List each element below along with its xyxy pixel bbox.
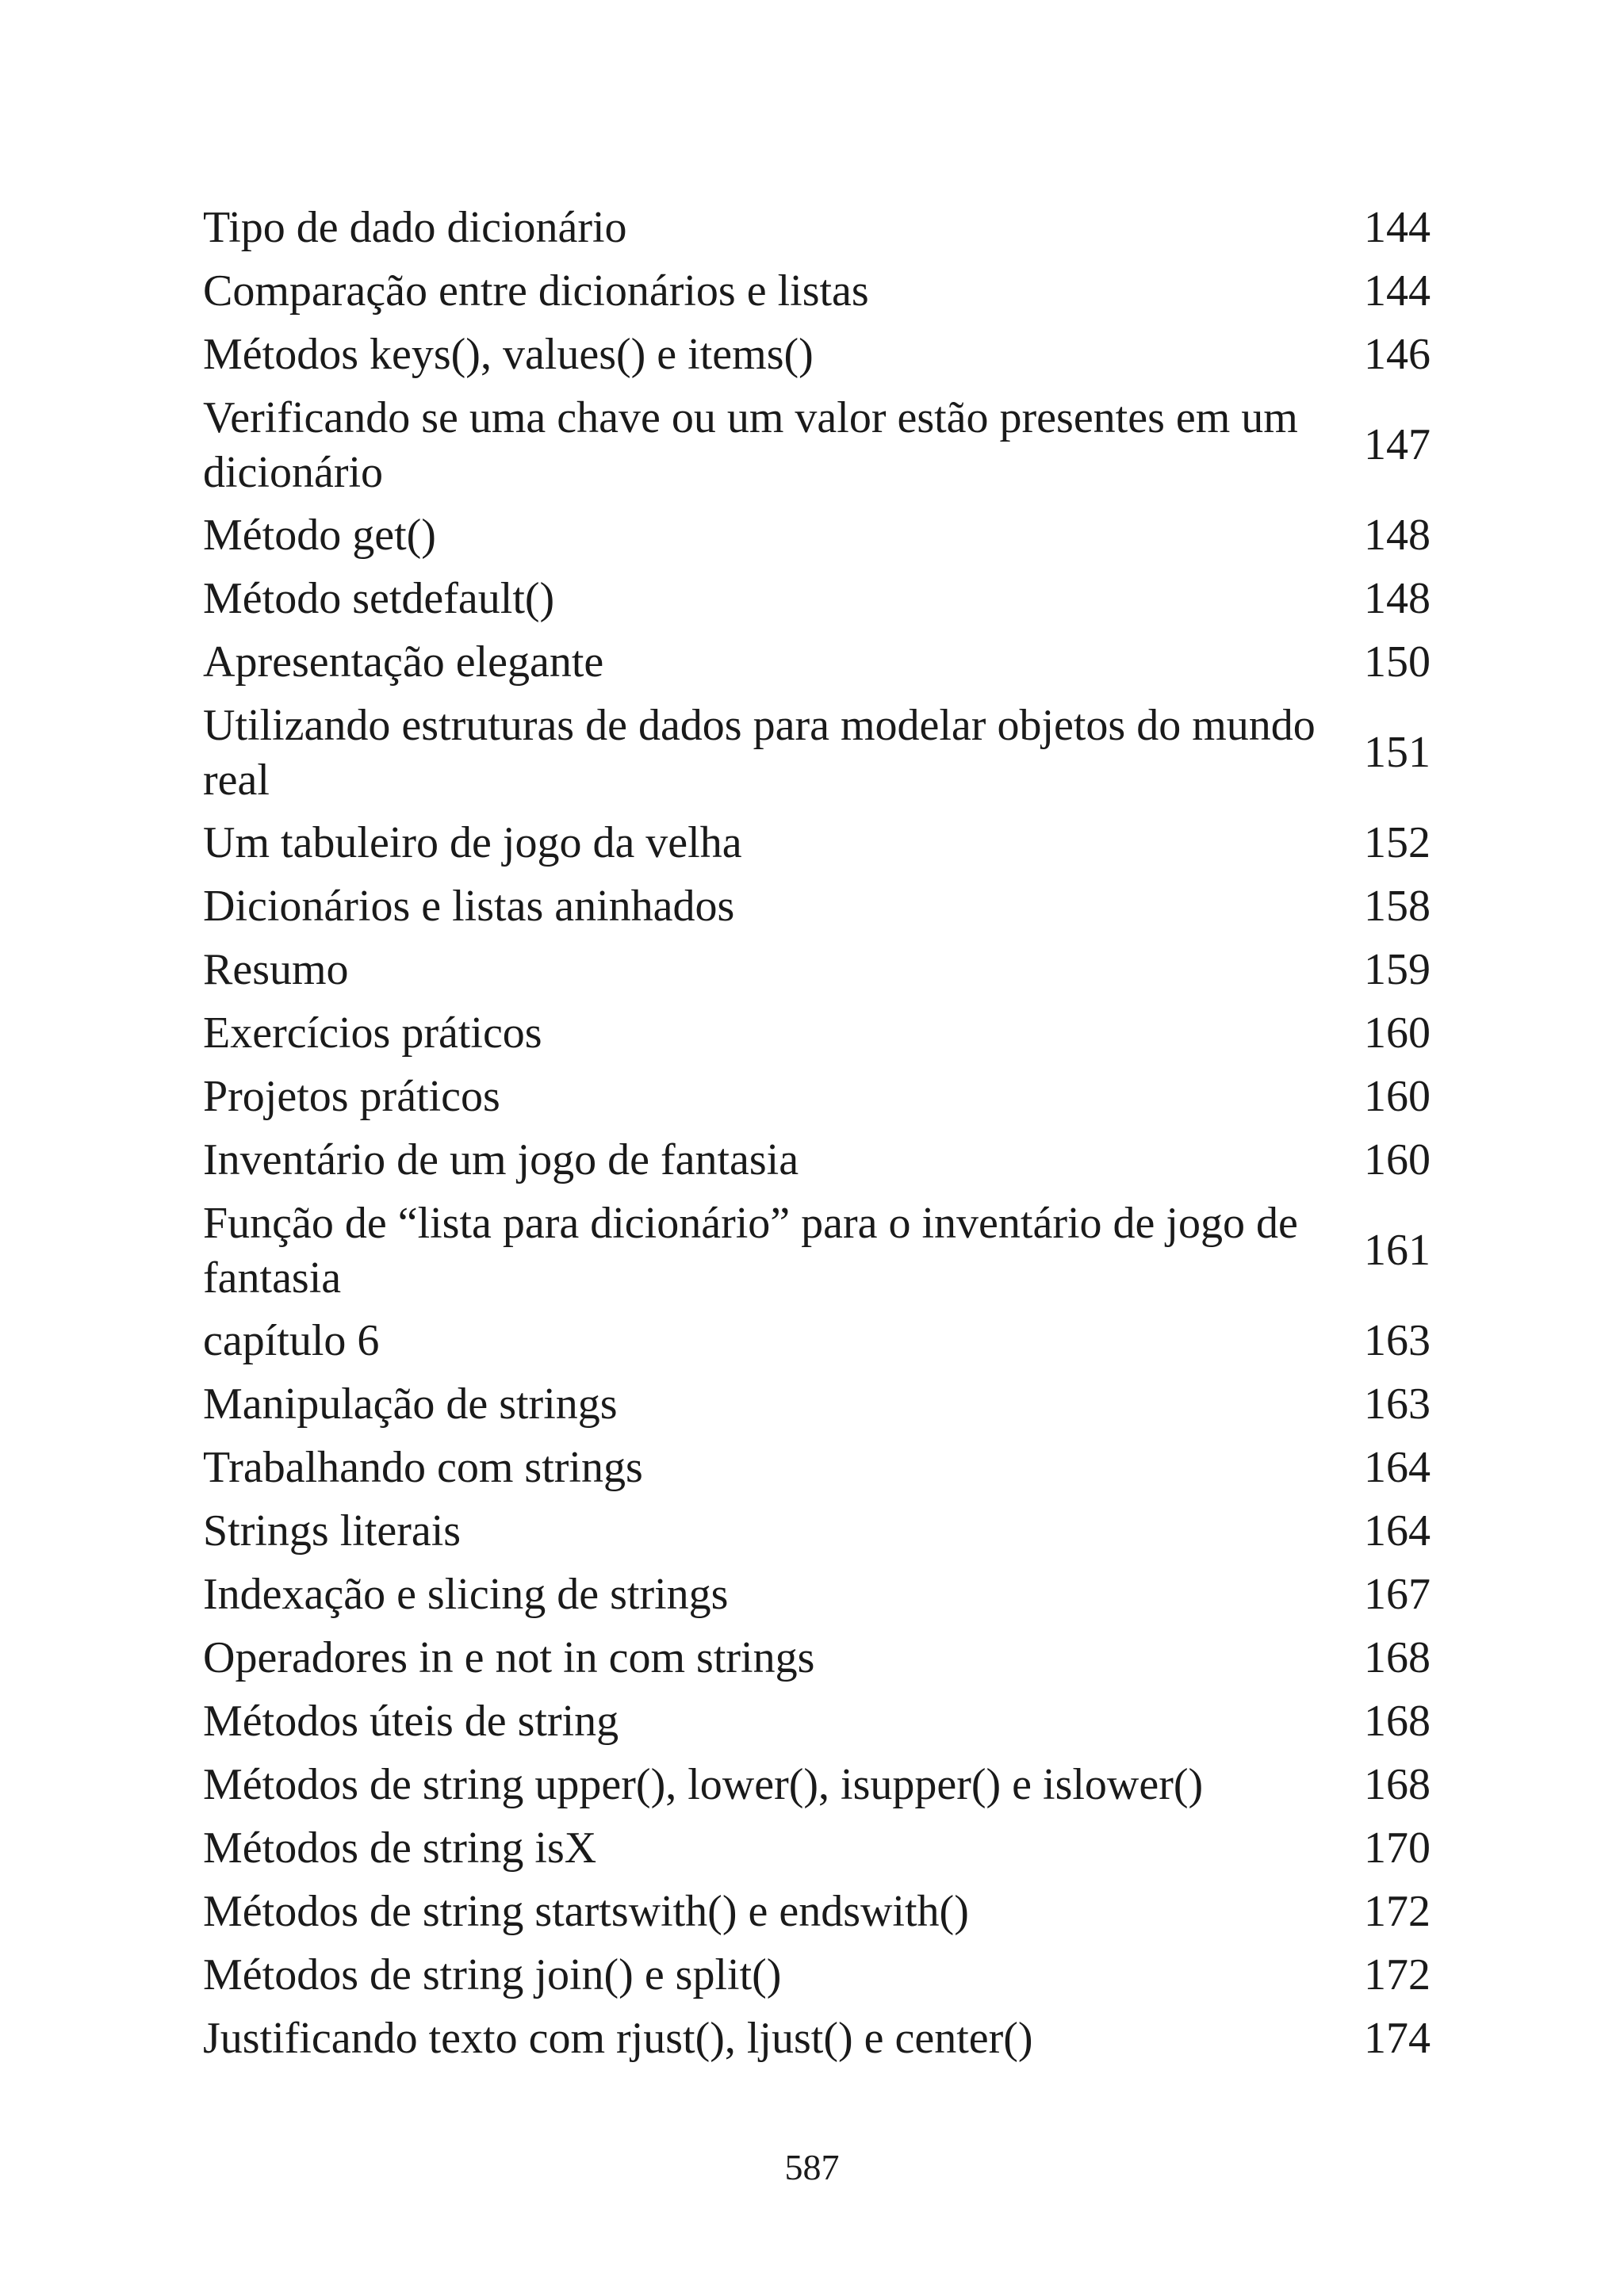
toc-entry-title: Função de “lista para dicionário” para o inventário de jogo de fantasia [203, 1198, 1298, 1303]
toc-entry-page: 168 [1364, 1760, 1431, 1809]
toc-entry [203, 874, 1431, 937]
toc-entry [203, 1308, 1431, 1372]
toc-entry-title: Utilizando estruturas de dados para modelar objetos do mundo real [203, 700, 1316, 805]
toc-entry-page: 172 [1364, 1950, 1431, 1999]
page-number: 587 [784, 2147, 840, 2187]
toc-entry [203, 322, 1431, 385]
toc-entry-page: 164 [1364, 1443, 1431, 1492]
toc-entry-page: 150 [1364, 637, 1431, 687]
toc-entry [203, 385, 1431, 503]
toc-entry-title: Métodos de string isX [203, 1823, 597, 1873]
toc-entry-page: 152 [1364, 818, 1431, 867]
toc-entry-page: 147 [1364, 420, 1431, 469]
toc-entry-page: 158 [1364, 882, 1431, 931]
toc-entry-page: 168 [1364, 1697, 1431, 1746]
toc-entry-title: Métodos de string startswith() e endswith() [203, 1887, 969, 1936]
toc-entry-title: Tipo de dado dicionário [203, 203, 627, 252]
toc-entry-title: Comparação entre dicionários e listas [203, 266, 869, 316]
toc-entry-title: Métodos de string upper(), lower(), isupper() e islower() [203, 1760, 1204, 1809]
toc-entry-title: Inventário de um jogo de fantasia [203, 1135, 799, 1184]
toc-entry [203, 1879, 1431, 1942]
toc-entry-title: Manipulação de strings [203, 1380, 618, 1429]
toc-entry-page: 163 [1364, 1380, 1431, 1429]
toc-entry [203, 1562, 1431, 1625]
toc-entry [203, 1127, 1431, 1191]
toc-entry [203, 566, 1431, 629]
toc-entry-title: Operadores in e not in com strings [203, 1633, 815, 1682]
toc-entry [203, 2006, 1431, 2069]
toc-entry-page: 163 [1364, 1316, 1431, 1365]
table-of-contents [203, 195, 1431, 2069]
toc-entry-page: 160 [1364, 1135, 1431, 1184]
toc-entry-page: 164 [1364, 1506, 1431, 1556]
toc-entry [203, 195, 1431, 258]
toc-entry-page: 146 [1364, 330, 1431, 379]
toc-entry [203, 629, 1431, 693]
toc-entry-page: 172 [1364, 1887, 1431, 1936]
toc-entry-title: Justificando texto com rjust(), ljust() e center() [203, 2014, 1033, 2063]
toc-entry-title: Método get() [203, 511, 436, 560]
toc-entry-title: Strings literais [203, 1506, 462, 1556]
toc-entry-page: 167 [1364, 1570, 1431, 1619]
toc-entry [203, 258, 1431, 322]
toc-entry [203, 1435, 1431, 1498]
toc-entry-title: Exercícios práticos [203, 1008, 542, 1058]
toc-entry-title: Verificando se uma chave ou um valor estão presentes em um dicionário [203, 392, 1298, 497]
toc-entry [203, 1372, 1431, 1435]
toc-entry-page: 161 [1364, 1226, 1431, 1275]
toc-entry-page: 170 [1364, 1823, 1431, 1873]
toc-entry-title: Um tabuleiro de jogo da velha [203, 818, 742, 867]
toc-entry-title: Apresentação elegante [203, 637, 604, 687]
toc-entry-page: 144 [1364, 203, 1431, 252]
toc-entry-page: 148 [1364, 574, 1431, 623]
toc-entry-page: 148 [1364, 511, 1431, 560]
toc-entry [203, 1625, 1431, 1689]
toc-entry [203, 1191, 1431, 1308]
toc-entry [203, 937, 1431, 1001]
toc-entry-title: Método setdefault() [203, 574, 555, 623]
toc-entry [203, 1752, 1431, 1816]
toc-entry-page: 144 [1364, 266, 1431, 316]
toc-entry-page: 168 [1364, 1633, 1431, 1682]
toc-entry [203, 1942, 1431, 2006]
toc-entry-title: Projetos práticos [203, 1072, 500, 1121]
toc-entry-title: Métodos úteis de string [203, 1697, 619, 1746]
toc-entry-page: 160 [1364, 1008, 1431, 1058]
toc-entry-page: 174 [1364, 2014, 1431, 2063]
toc-entry [203, 1001, 1431, 1064]
toc-entry-title: Dicionários e listas aninhados [203, 882, 735, 931]
toc-entry [203, 1816, 1431, 1879]
toc-entry-page: 151 [1364, 728, 1431, 777]
toc-entry-title: Resumo [203, 945, 349, 994]
toc-entry-title: Métodos de string join() e split() [203, 1950, 782, 1999]
toc-entry-page: 160 [1364, 1072, 1431, 1121]
toc-entry-title: Métodos keys(), values() e items() [203, 330, 814, 379]
toc-entry [203, 1498, 1431, 1562]
toc-entry-title: Trabalhando com strings [203, 1443, 643, 1492]
toc-entry [203, 1689, 1431, 1752]
toc-entry-page: 159 [1364, 945, 1431, 994]
toc-entry [203, 503, 1431, 566]
toc-entry [203, 693, 1431, 810]
toc-entry [203, 810, 1431, 874]
toc-entry [203, 1064, 1431, 1127]
toc-entry-title: capítulo 6 [203, 1316, 380, 1365]
toc-entry-title: Indexação e slicing de strings [203, 1570, 729, 1619]
